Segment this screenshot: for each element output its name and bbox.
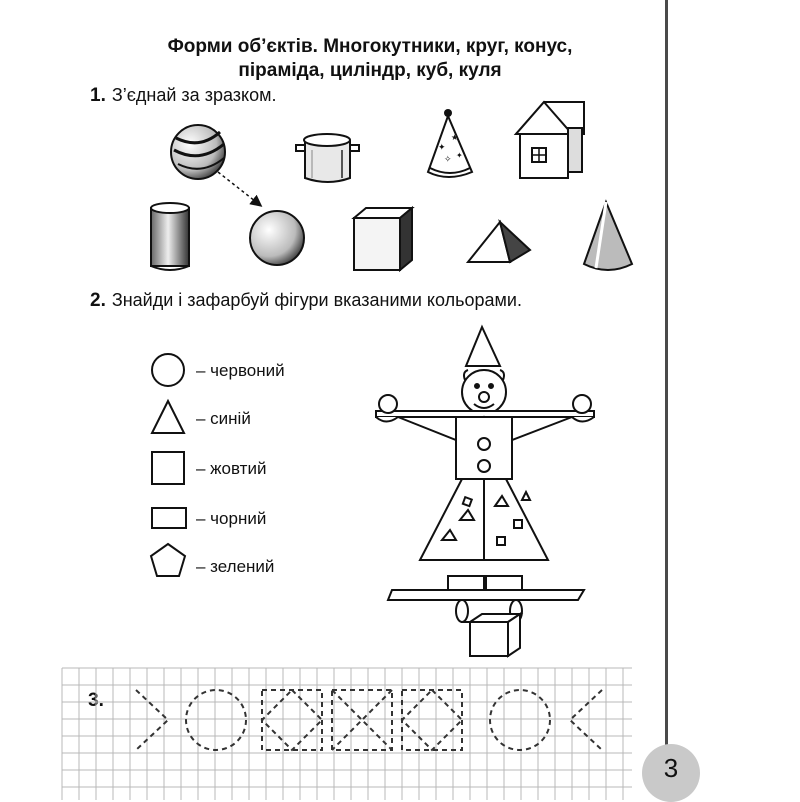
button-1	[478, 438, 490, 450]
legend-label-yellow: – жовтий	[196, 459, 267, 478]
legend-label-red: – червоний	[196, 361, 285, 380]
clown-cube	[470, 622, 508, 656]
pot-icon	[296, 134, 359, 182]
task-1-text: З’єднай за зразком.	[111, 85, 277, 105]
svg-text:✦: ✦	[438, 142, 446, 152]
cylinder-icon	[151, 203, 189, 270]
right-ball	[573, 395, 591, 413]
clown-figure	[376, 327, 594, 656]
task-2-text: Знайди і зафарбуй фігури вказаними кольорами.	[111, 290, 522, 310]
page-number: 3	[663, 753, 679, 783]
dashed-pattern	[136, 690, 602, 750]
task-3-number: 3.	[88, 690, 104, 711]
sphere-icon	[250, 211, 304, 265]
task-2-number: 2.	[90, 290, 106, 311]
svg-text:★: ★	[451, 133, 459, 142]
grid-paper	[62, 668, 632, 800]
left-arm	[398, 417, 456, 440]
legend-label-green: – зелений	[196, 557, 275, 576]
circle-icon	[152, 354, 184, 386]
legend-label-blue: – синій	[196, 409, 251, 428]
cube-icon	[354, 208, 412, 270]
clown-board	[388, 590, 584, 600]
svg-text:✧: ✧	[444, 154, 452, 164]
rectangle-icon	[152, 508, 186, 528]
example-arrow	[218, 172, 260, 205]
triangle-icon	[152, 401, 184, 433]
striped-ball-icon	[171, 125, 225, 179]
house-icon	[516, 102, 584, 178]
right-arm	[512, 417, 572, 440]
button-2	[478, 460, 490, 472]
svg-text:✦: ✦	[456, 151, 463, 160]
cone-icon	[584, 202, 632, 270]
pentagon-icon	[151, 544, 185, 576]
task-1-number: 1.	[90, 85, 106, 106]
party-hat-icon	[428, 109, 472, 177]
left-ball	[379, 395, 397, 413]
square-icon	[152, 452, 184, 484]
title-line-2: піраміда, циліндр, куб, куля	[238, 60, 502, 81]
legend-label-black: – чорний	[196, 509, 267, 528]
pyramid-icon	[468, 222, 530, 262]
clown-hat	[466, 327, 500, 366]
clown-nose	[479, 392, 489, 402]
title-line-1: Форми об’єктів. Многокутники, круг, конус,	[167, 36, 573, 57]
